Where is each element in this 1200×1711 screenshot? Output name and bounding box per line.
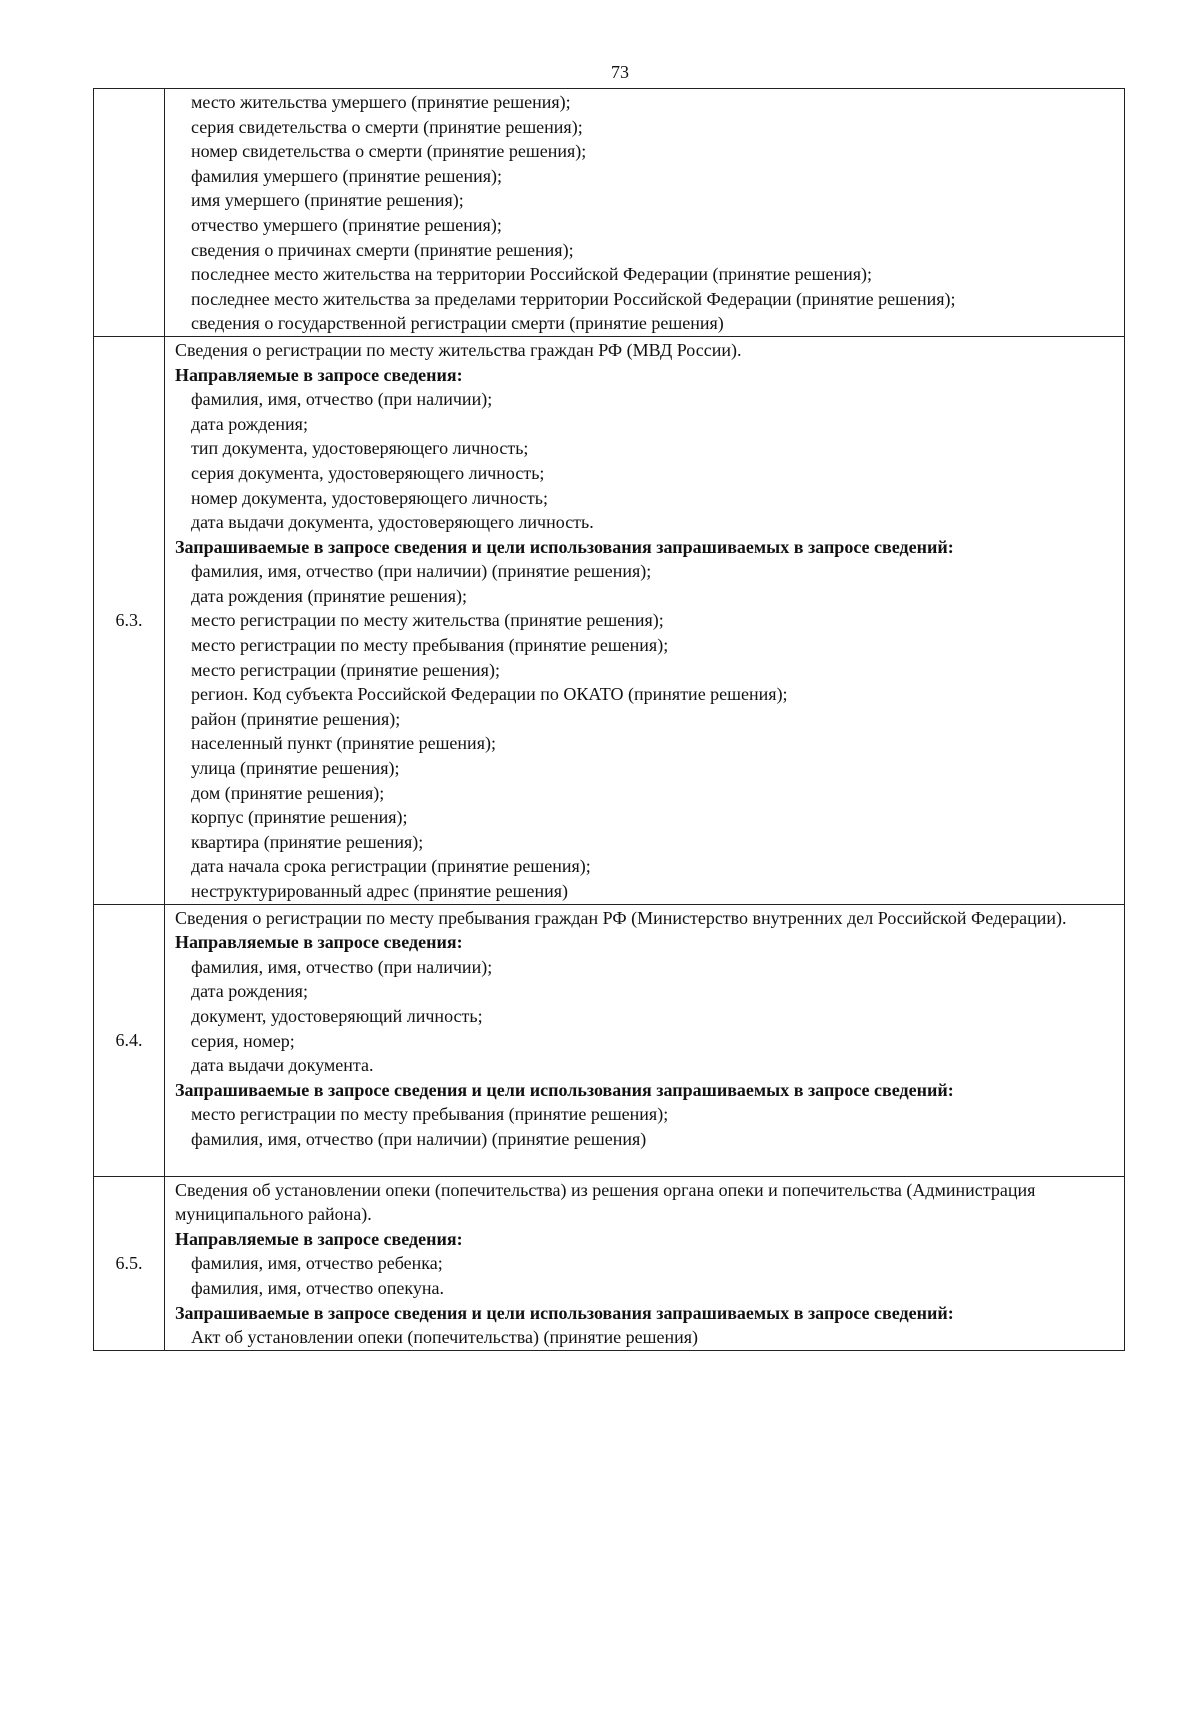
table-row — [94, 336, 1125, 904]
row-number-cell: 6.5. — [94, 1176, 165, 1350]
section-title: Сведения о регистрации по месту жительства граждан РФ (МВД России). — [175, 339, 742, 360]
list-item: имя умершего (принятие решения); — [191, 190, 464, 211]
list-item: фамилия умершего (принятие решения); — [191, 165, 503, 186]
list-item: район (принятие решения); — [191, 708, 401, 729]
requirements-table — [93, 88, 1125, 1351]
list-item: дата рождения (принятие решения); — [191, 585, 467, 606]
list-item: место регистрации по месту пребывания (принятие решения); — [191, 1104, 669, 1125]
list-item: фамилия, имя, отчество (при наличии); — [191, 956, 493, 977]
list-item: фамилия, имя, отчество (при наличии); — [191, 389, 493, 410]
list-item: серия свидетельства о смерти (принятие решения); — [191, 116, 583, 137]
list-item: фамилия, имя, отчество (при наличии) (принятие решения); — [191, 561, 652, 582]
list-item: дата рождения; — [191, 981, 308, 1002]
list-item: место регистрации (принятие решения); — [191, 659, 500, 680]
row-content-cell — [165, 336, 1125, 904]
page-number: 73 — [611, 62, 629, 82]
list-item: населенный пункт (принятие решения); — [191, 733, 496, 754]
row-number-cell: 6.4. — [94, 904, 165, 1176]
list-item: номер свидетельства о смерти (принятие решения); — [191, 141, 587, 162]
list-item: отчество умершего (принятие решения); — [191, 214, 502, 235]
row-number-cell — [94, 89, 165, 337]
row-content-cell — [165, 1176, 1125, 1350]
list-item: место регистрации по месту пребывания (принятие решения); — [191, 635, 669, 656]
list-item: серия, номер; — [191, 1030, 295, 1051]
list-item: сведения о государственной регистрации смерти (принятие решения) — [191, 313, 724, 334]
list-item: дата выдачи документа, удостоверяющего личность. — [191, 512, 594, 533]
list-item: серия документа, удостоверяющего личность; — [191, 462, 545, 483]
requested-heading: Запрашиваемые в запросе сведения и цели использования запрашиваемых в запросе сведений: — [175, 1302, 954, 1323]
requested-heading: Запрашиваемые в запросе сведения и цели использования запрашиваемых в запросе сведений: — [175, 1079, 954, 1100]
requested-heading: Запрашиваемые в запросе сведения и цели использования запрашиваемых в запросе сведений: — [175, 536, 954, 557]
list-item: тип документа, удостоверяющего личность; — [191, 438, 529, 459]
sent-heading: Направляемые в запросе сведения: — [175, 364, 463, 385]
list-item: дом (принятие решения); — [191, 782, 385, 803]
section-title: Сведения об установлении опеки (попечительства) из решения органа опеки и попечительства (Администрация муниципального района). — [175, 1179, 1036, 1225]
list-item: фамилия, имя, отчество опекуна. — [191, 1277, 444, 1298]
list-item: дата рождения; — [191, 413, 308, 434]
list-item: регион. Код субъекта Российской Федерации по ОКАТО (принятие решения); — [191, 684, 788, 705]
row-number-cell: 6.3. — [94, 336, 165, 904]
list-item: неструктурированный адрес (принятие решения) — [191, 881, 569, 901]
list-item: квартира (принятие решения); — [191, 831, 424, 852]
table-row — [94, 89, 1125, 337]
list-item: корпус (принятие решения); — [191, 807, 408, 828]
row-content-cell — [165, 904, 1125, 1176]
row-content-cell — [165, 89, 1125, 337]
list-item: фамилия, имя, отчество ребенка; — [191, 1253, 443, 1274]
list-item: номер документа, удостоверяющего личность; — [191, 487, 548, 508]
list-item: место регистрации по месту жительства (принятие решения); — [191, 610, 664, 631]
sent-heading: Направляемые в запросе сведения: — [175, 932, 463, 953]
list-item: сведения о причинах смерти (принятие решения); — [191, 239, 574, 260]
list-item: последнее место жительства за пределами территории Российской Федерации (принятие решения); — [191, 288, 956, 309]
list-item: Акт об установлении опеки (попечительства) (принятие решения) — [191, 1327, 699, 1348]
table-row — [94, 904, 1125, 1176]
section-title: Сведения о регистрации по месту пребывания граждан РФ (Министерство внутренних дел Российской Федерации). — [175, 907, 1067, 928]
list-item: документ, удостоверяющий личность; — [191, 1005, 483, 1026]
table-row — [94, 1176, 1125, 1350]
list-item: дата начала срока регистрации (принятие решения); — [191, 856, 591, 877]
list-item: дата выдачи документа. — [191, 1055, 374, 1076]
list-item: фамилия, имя, отчество (при наличии) (принятие решения) — [191, 1128, 647, 1149]
list-item: улица (принятие решения); — [191, 758, 400, 779]
list-item: последнее место жительства на территории Российской Федерации (принятие решения); — [191, 264, 873, 285]
sent-heading: Направляемые в запросе сведения: — [175, 1228, 463, 1249]
list-item: место жительства умершего (принятие решения); — [191, 92, 571, 112]
